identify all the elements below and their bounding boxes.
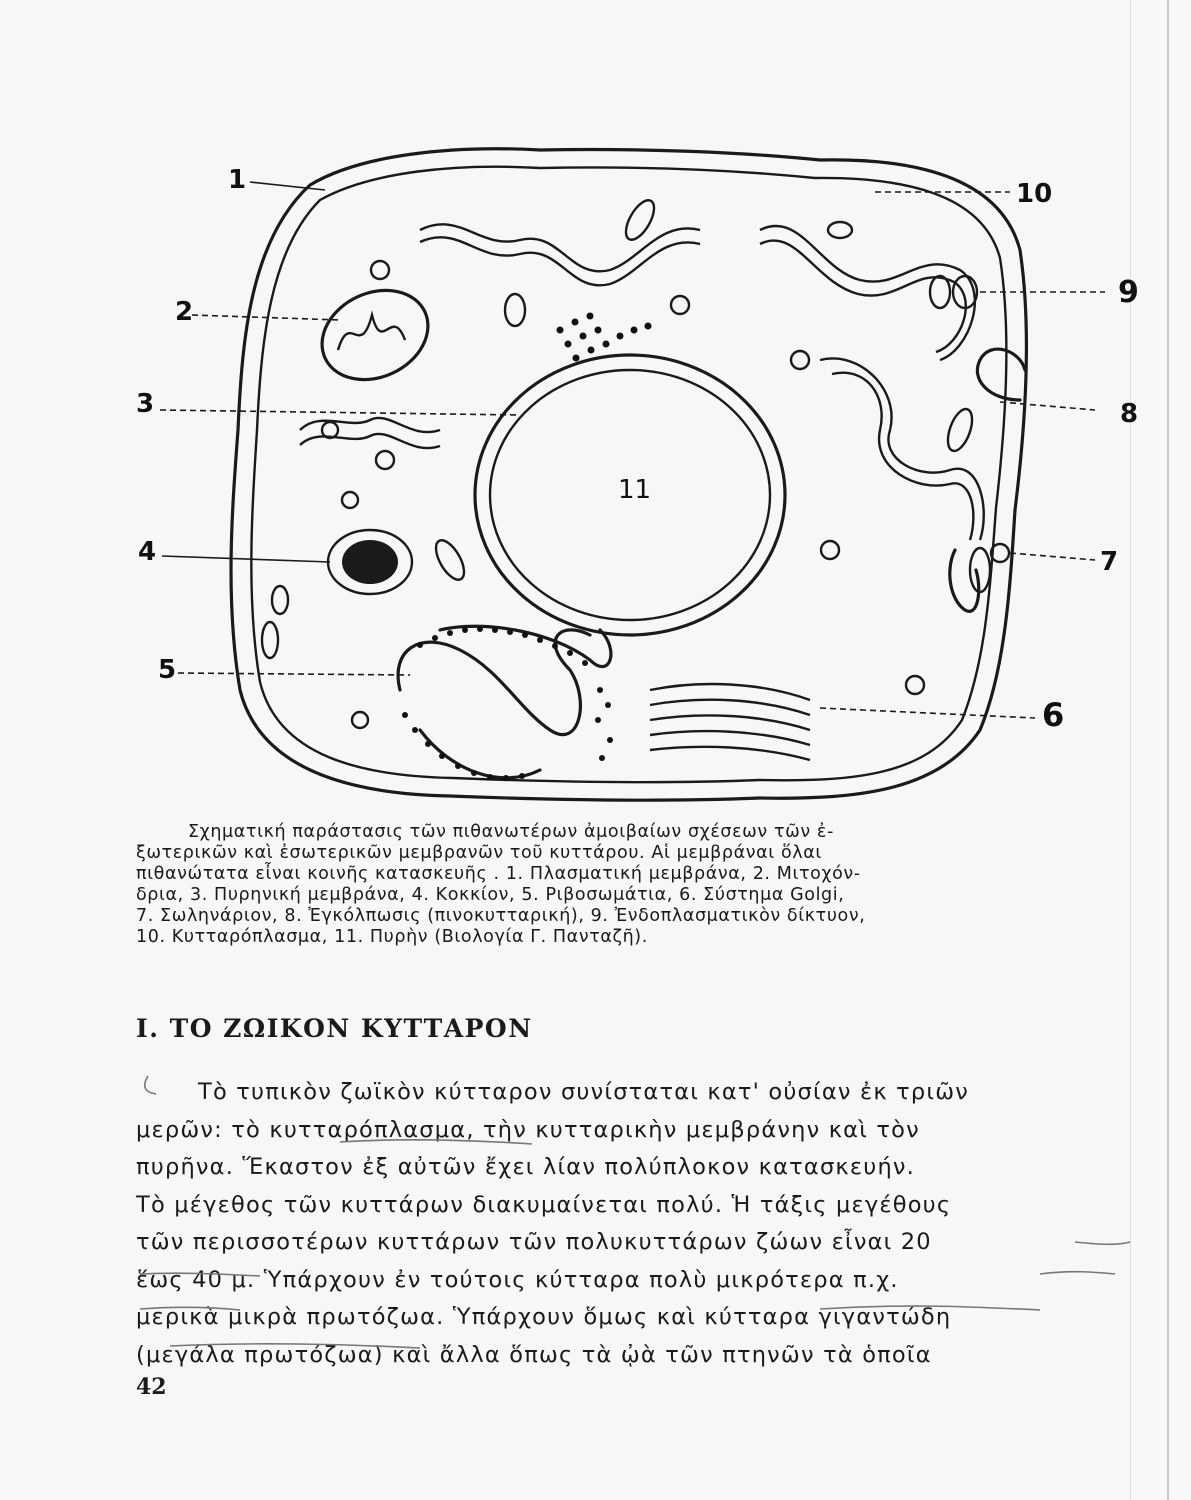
label-5: 5 <box>158 655 177 685</box>
label-3: 3 <box>136 389 155 419</box>
leader-line-3 <box>160 410 520 415</box>
caption-line: δρια, 3. Πυρηνική μεμβράνα, 4. Κοκκίον, 5. Ριβοσωμάτια, 6. Σύστημα Golgi, <box>136 885 845 905</box>
caption-line: 7. Σωληνάριον, 8. Ἐγκόλπωσις (πινοκυτταρική), 9. Ἐνδοπλασματικὸν δίκτυον, <box>136 906 866 926</box>
label-2: 2 <box>175 297 194 327</box>
er-fold <box>760 240 966 352</box>
mitochondrion <box>307 274 442 397</box>
invagination <box>977 349 1025 400</box>
body-paragraph <box>136 1074 1116 1374</box>
body-line: ἕως 40 μ. Ὑπάρχουν ἐν τούτοις κύτταρα πολὺ μικρότερα π.χ. <box>136 1266 899 1293</box>
rough-er <box>398 630 590 735</box>
tubule <box>950 550 979 611</box>
body-line: πυρῆνα. Ἕκαστον ἐξ αὐτῶν ἔχει λίαν πολύπλοκον κατασκευήν. <box>136 1154 916 1180</box>
page-edge-line <box>1167 0 1169 1500</box>
er-ring <box>930 276 950 308</box>
mitochondrion-cristae <box>338 315 405 350</box>
caption-line: ξωτερικῶν καὶ ἐσωτερικῶν μεμβρανῶν τοῦ κυττάρου. Αἱ μεμβράναι ὅλαι <box>136 843 822 863</box>
rough-er <box>420 730 540 778</box>
label-9: 9 <box>1118 275 1139 310</box>
leader-line-4 <box>162 556 330 562</box>
label-6: 6 <box>1042 696 1065 734</box>
caption-line: 10. Κυτταρόπλασμα, 11. Πυρὴν (Βιολογία Γ. Πανταζῆ). <box>136 927 648 947</box>
leader-line-8 <box>1000 402 1095 410</box>
body-line: (μεγάλα πρωτόζωα) καὶ ἄλλα ὅπως τὰ ᾠὰ τῶν πτηνῶν τὰ ὁποῖα <box>136 1341 932 1368</box>
body-line: μερικὰ μικρὰ πρωτόζωα. Ὑπάρχουν ὅμως καὶ κύτταρα γιγαντώδη <box>136 1304 952 1330</box>
body-line: τῶν περισσοτέρων κυττάρων τῶν πολυκυττάρων ζώων εἶναι 20 <box>136 1229 932 1255</box>
caption-line: πιθανώτατα εἶναι κοινῆς κατασκευῆς . 1. Πλασματική μεμβράνα, 2. Μιτοχόν- <box>136 864 861 884</box>
leader-line-6 <box>820 708 1035 718</box>
er-fold <box>300 434 440 448</box>
body-line: μερῶν: τὸ κυτταρόπλασμα, τὴν κυτταρικὴν μεμβράνην καὶ τὸν <box>136 1116 920 1143</box>
section-heading: I. ΤΟ ΖΩΙΚΟΝ ΚΥΤΤΑΡΟΝ <box>136 1014 533 1043</box>
label-8: 8 <box>1120 399 1139 429</box>
leader-line-7 <box>1010 553 1095 560</box>
label-10: 10 <box>1016 179 1053 209</box>
er-fold <box>832 373 973 540</box>
cell-diagram <box>120 130 1150 820</box>
label-1: 1 <box>228 165 247 195</box>
leader-line-5 <box>178 673 410 675</box>
body-line: Τὸ μέγεθος τῶν κυττάρων διακυμαίνεται πολύ. Ἡ τάξις μεγέθους <box>136 1191 952 1218</box>
label-7: 7 <box>1100 547 1119 577</box>
page-number: 42 <box>136 1374 167 1400</box>
leader-line-2 <box>192 315 340 320</box>
label-11: 11 <box>618 475 652 505</box>
body-line: Τὸ τυπικὸν ζωϊκὸν κύτταρον συνίσταται κατ' οὐσίαν ἐκ τριῶν <box>198 1079 969 1105</box>
er-fold <box>420 237 700 285</box>
figure-caption <box>136 822 1126 948</box>
granule <box>342 540 398 584</box>
caption-line: Σχηματική παράστασις τῶν πιθανωτέρων ἀμοιβαίων σχέσεων τῶν ἐ- <box>188 822 834 842</box>
label-4: 4 <box>138 537 157 567</box>
golgi-apparatus <box>650 684 810 760</box>
